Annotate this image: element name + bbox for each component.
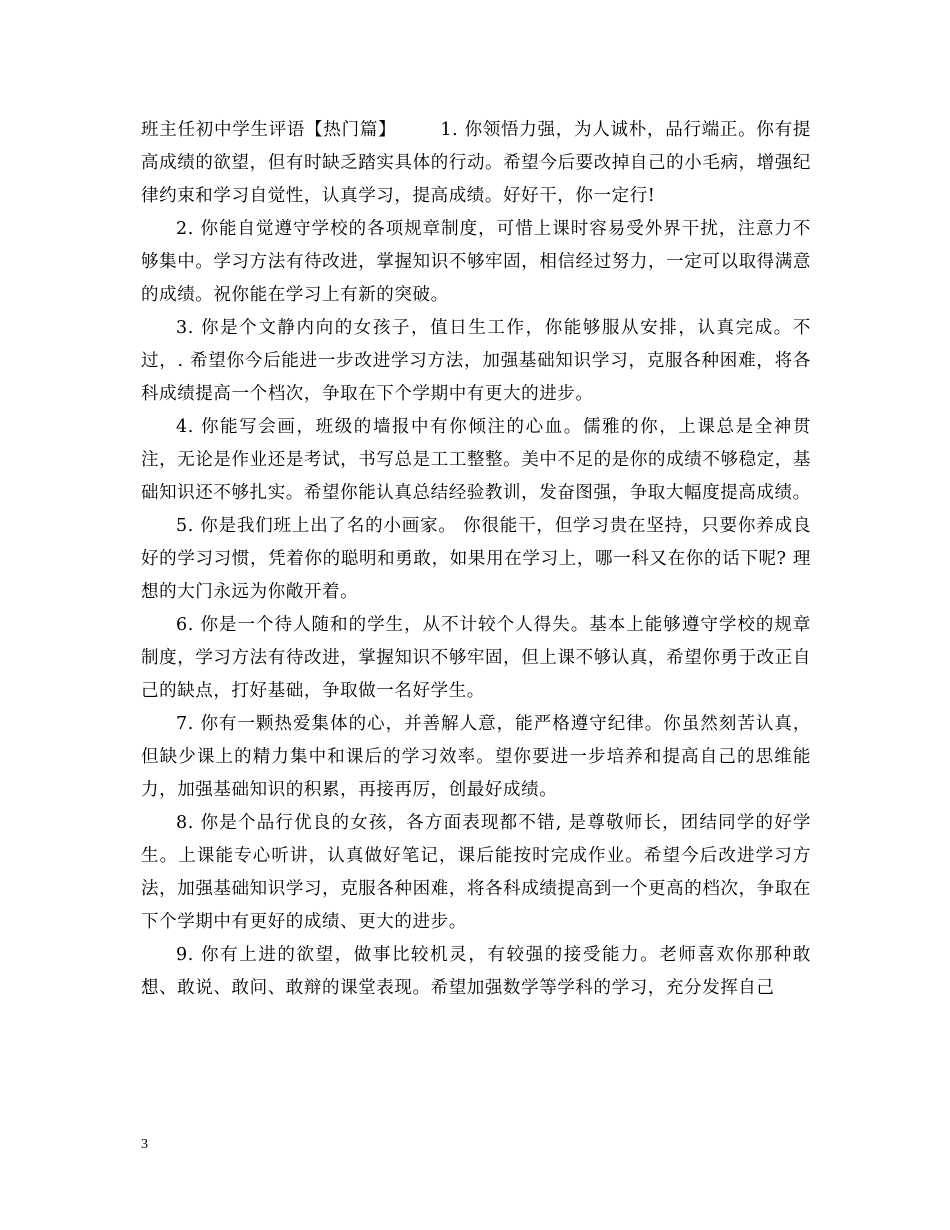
paragraph-4: 4. 你能写会画，班级的墙报中有你倾注的心血。儒雅的你，上课总是全神贯注，无论是作业还是考试，书写总是工工整整。美中不足的是你的成绩不够稳定，基础知识还不够扎实。希望你能认真总结经验教训，发奋图强，争取大幅度提高成绩。 (141, 417, 811, 503)
page-number: 3 (141, 1137, 148, 1152)
paragraph-5: 5. 你是我们班上出了名的小画家。 你很能干，但学习贵在坚持，只要你养成良好的学习习惯，凭着你的聪明和勇敢，如果用在学习上，哪一科又在你的话下呢? 理想的大门永远为你敞开着。 (141, 516, 811, 602)
paragraph-1 (141, 114, 811, 213)
paragraph-7: 7. 你有一颗热爱集体的心，并善解人意，能严格遵守纪律。你虽然刻苦认真，但缺少课上的精力集中和课后的学习效率。望你要进一步培养和提高自己的思维能力，加强基础知识的积累，再接再厉，创最好成绩。 (141, 714, 811, 800)
paragraph-1-text: 1. 你领悟力强，为人诚朴，品行端正。你有提高成绩的欲望，但有时缺乏踏实具体的行动。希望今后要改掉自己的小毛病，增强纪律约束和学习自觉性，认真学习，提高成绩。好好干，你一定行! (141, 120, 811, 206)
document-body (141, 114, 811, 1005)
paragraph-2: 2. 你能自觉遵守学校的各项规章制度，可惜上课时容易受外界干扰，注意力不够集中。学习方法有待改进，掌握知识不够牢固，相信经过努力，一定可以取得满意的成绩。祝你能在学习上有新的突破。 (141, 219, 811, 305)
document-title: 班主任初中学生评语【热门篇】 (141, 120, 397, 140)
paragraph-9: 9. 你有上进的欲望，做事比较机灵，有较强的接受能力。老师喜欢你那种敢想、敢说、敢问、敢辩的课堂表现。希望加强数学等学科的学习，充分发挥自己 (141, 945, 811, 998)
paragraph-8: 8. 你是个品行优良的女孩，各方面表现都不错, 是尊敬师长，团结同学的好学生。上课能专心听讲，认真做好笔记，课后能按时完成作业。希望今后改进学习方法，加强基础知识学习，克服各种困难，将各科成绩提高到一个更高的档次，争取在下个学期中有更好的成绩、更大的进步。 (141, 813, 811, 932)
paragraph-3: 3. 你是个文静内向的女孩子，值日生工作，你能够服从安排，认真完成。不过，. 希望你今后能进一步改进学习方法，加强基础知识学习，克服各种困难，将各科成绩提高一个档次，争取在下个学期中有更大的进步。 (141, 318, 811, 404)
paragraph-6: 6. 你是一个待人随和的学生，从不计较个人得失。基本上能够遵守学校的规章制度，学习方法有待改进，掌握知识不够牢固，但上课不够认真，希望你勇于改正自己的缺点，打好基础，争取做一名好学生。 (141, 615, 811, 701)
